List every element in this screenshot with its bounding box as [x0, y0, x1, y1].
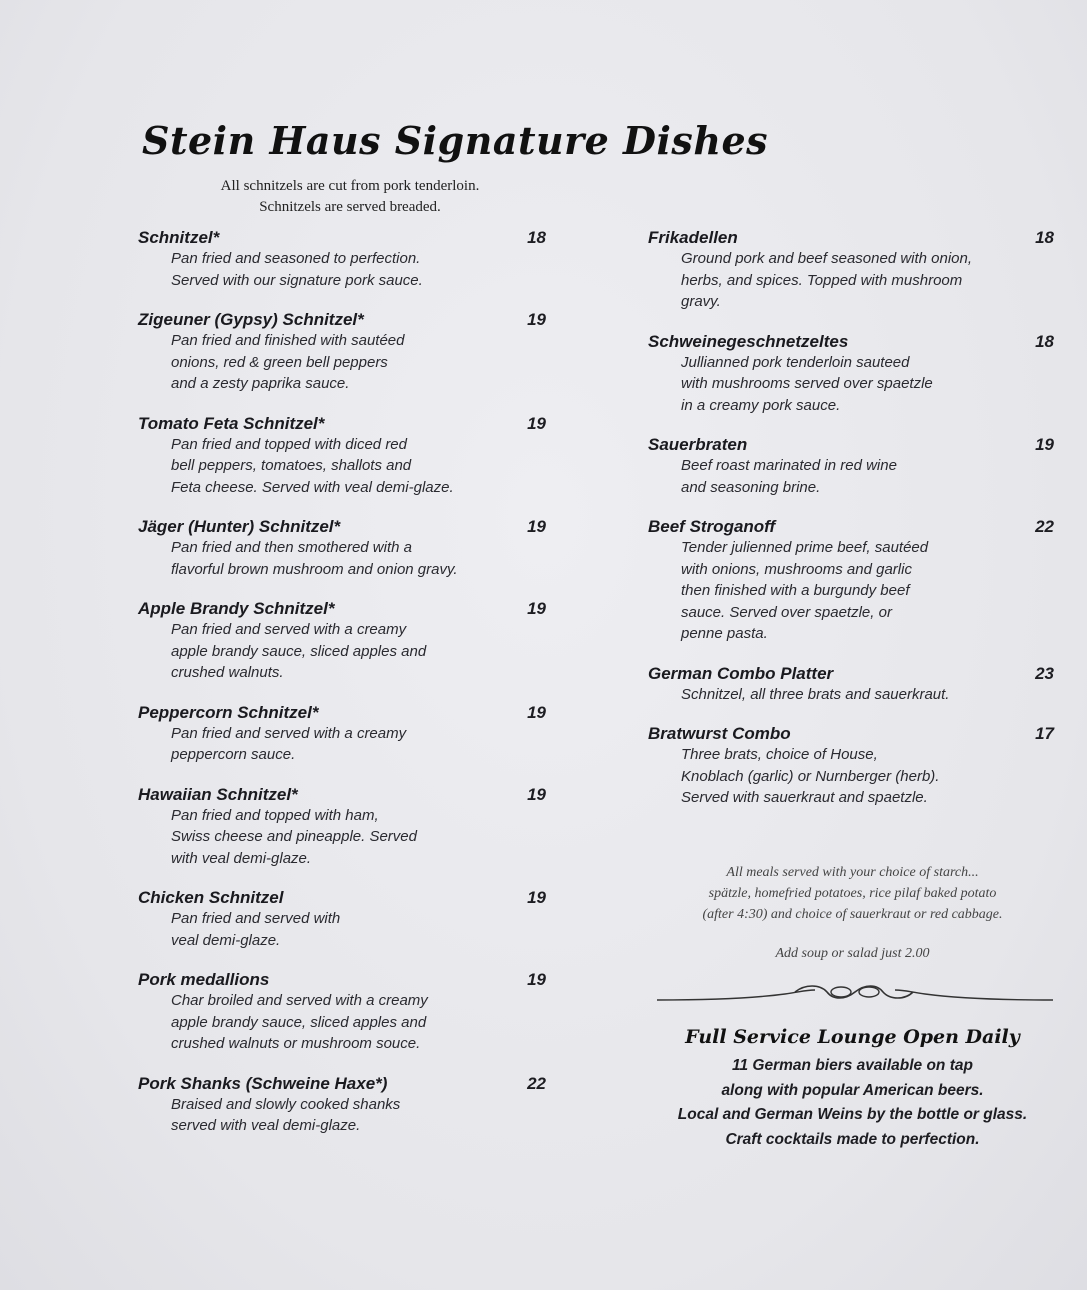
- menu-item-price: 19: [527, 413, 546, 433]
- menu-item-description: [681, 352, 1058, 417]
- description-line: sauce. Served over spaetzle, or: [681, 603, 892, 621]
- intro-line: All schnitzels are cut from pork tenderloin.: [220, 178, 480, 194]
- menu-item-header: [648, 228, 1058, 248]
- description-line: Pan fried and served with a creamy: [171, 621, 407, 638]
- menu-item-description: [171, 908, 550, 951]
- menu-item-header: [648, 664, 1058, 684]
- menu-item: [138, 1074, 550, 1137]
- intro-line: Schnitzels are served breaded.: [259, 199, 441, 215]
- menu-item-description: [171, 248, 550, 291]
- menu-item-description: [171, 1094, 550, 1137]
- lounge-line: Craft cocktails made to perfection.: [725, 1130, 980, 1148]
- description-line: Pan fried and topped with ham,: [171, 806, 379, 824]
- menu-item-description: [681, 537, 1058, 645]
- menu-item: [138, 970, 550, 1055]
- menu-item-description: [171, 805, 550, 870]
- menu-item-name: Bratwurst Combo: [648, 724, 791, 743]
- menu-item: [138, 785, 550, 870]
- description-line: apple brandy sauce, sliced apples and: [171, 642, 427, 660]
- footnote-line: (after 4:30) and choice of sauerkraut or red cabbage.: [702, 907, 1003, 922]
- description-line: herbs, and spices. Topped with mushroom: [681, 271, 963, 289]
- description-line: Char broiled and served with a creamy: [171, 992, 428, 1009]
- menu-item-description: [171, 723, 550, 766]
- menu-item-description: [171, 619, 550, 684]
- menu-item-name: German Combo Platter: [648, 663, 834, 683]
- menu-item-header: [648, 724, 1058, 744]
- menu-item: [648, 228, 1058, 313]
- menu-item: [648, 517, 1058, 645]
- menu-item-header: [138, 517, 550, 537]
- right-menu-column: [648, 228, 1058, 809]
- menu-item-price: 18: [527, 228, 546, 247]
- description-line: with mushrooms served over spaetzle: [681, 375, 933, 392]
- menu-item-description: [171, 990, 550, 1055]
- menu-item-price: 19: [527, 702, 546, 722]
- menu-item-header: [138, 703, 550, 723]
- description-line: Pan fried and served with: [171, 910, 341, 927]
- description-line: flavorful brown mushroom and onion gravy.: [171, 560, 458, 578]
- flourish-divider-icon: [655, 980, 1055, 1010]
- description-line: gravy.: [681, 293, 721, 310]
- menu-item-header: [138, 228, 550, 248]
- menu-item-name: Tomato Feta Schnitzel*: [138, 413, 325, 433]
- menu-item-description: [681, 744, 1058, 809]
- menu-item-price: 19: [527, 599, 546, 618]
- description-line: Pan fried and topped with diced red: [171, 435, 407, 453]
- menu-item-header: [138, 970, 550, 990]
- description-line: Knoblach (garlic) or Nurnberger (herb).: [681, 767, 940, 785]
- description-line: crushed walnuts.: [171, 664, 284, 681]
- lounge-line: along with popular American beers.: [721, 1081, 984, 1099]
- menu-item-name: Hawaiian Schnitzel*: [138, 784, 298, 804]
- menu-intro: [140, 176, 560, 218]
- menu-item: [138, 599, 550, 684]
- menu-item-name: Frikadellen: [648, 228, 738, 247]
- description-line: onions, red & green bell peppers: [171, 353, 388, 371]
- description-line: Served with our signature pork sauce.: [171, 271, 423, 289]
- menu-item-name: Pork Shanks (Schweine Haxe*): [138, 1073, 388, 1093]
- menu-item: [138, 517, 550, 580]
- description-line: peppercorn sauce.: [171, 746, 296, 763]
- lounge-title: Full Service Lounge Open Daily: [685, 1026, 1020, 1048]
- menu-item-name: Schweinegeschnetzeltes: [648, 331, 849, 351]
- menu-item: [138, 703, 550, 766]
- menu-item-price: 19: [527, 310, 546, 329]
- description-line: and a zesty paprika sauce.: [171, 375, 350, 392]
- description-line: with veal demi-glaze.: [171, 849, 312, 867]
- menu-item-price: 18: [1035, 331, 1054, 351]
- menu-item-header: [138, 310, 550, 330]
- lounge-details: [640, 1054, 1065, 1152]
- menu-item-header: [138, 414, 550, 434]
- description-line: then finished with a burgundy beef: [681, 582, 910, 599]
- menu-item: [648, 332, 1058, 417]
- description-line: Jullianned pork tenderloin sauteed: [681, 353, 910, 371]
- menu-item-header: [138, 599, 550, 619]
- menu-item-header: [648, 435, 1058, 455]
- menu-item-price: 23: [1035, 663, 1054, 683]
- footnote-line: spätzle, homefried potatoes, rice pilaf baked potato: [708, 886, 997, 901]
- description-line: penne pasta.: [681, 625, 768, 642]
- menu-item-name: Pork medallions: [138, 970, 270, 989]
- description-line: Ground pork and beef seasoned with onion,: [681, 250, 973, 267]
- menu-item-name: Peppercorn Schnitzel*: [138, 702, 319, 722]
- menu-item-name: Sauerbraten: [648, 435, 748, 454]
- description-line: Pan fried and finished with sautéed: [171, 332, 405, 349]
- menu-item-price: 19: [527, 888, 546, 907]
- description-line: Served with sauerkraut and spaetzle.: [681, 789, 928, 806]
- menu-item-description: [171, 434, 550, 499]
- description-line: Braised and slowly cooked shanks: [171, 1095, 401, 1113]
- description-line: bell peppers, tomatoes, shallots and: [171, 457, 412, 474]
- menu-item-description: [681, 684, 1058, 706]
- description-line: Swiss cheese and pineapple. Served: [171, 828, 417, 845]
- menu-item-header: [648, 517, 1058, 537]
- description-line: crushed walnuts or mushroom souce.: [171, 1035, 421, 1052]
- menu-item: [138, 888, 550, 951]
- menu-item-description: [171, 330, 550, 395]
- menu-item-name: Beef Stroganoff: [648, 517, 776, 536]
- menu-item-name: Zigeuner (Gypsy) Schnitzel*: [138, 310, 364, 329]
- description-line: Tender julienned prime beef, sautéed: [681, 539, 929, 556]
- footnote-line: All meals served with your choice of starch...: [726, 865, 979, 880]
- lounge-line: Local and German Weins by the bottle or glass.: [677, 1106, 1028, 1123]
- description-line: in a creamy pork sauce.: [681, 396, 841, 414]
- description-line: with onions, mushrooms and garlic: [681, 560, 912, 578]
- description-line: and seasoning brine.: [681, 478, 821, 496]
- menu-item: [648, 724, 1058, 809]
- menu-item: [648, 435, 1058, 498]
- menu-item-name: Jäger (Hunter) Schnitzel*: [138, 517, 341, 536]
- description-line: Pan fried and served with a creamy: [171, 724, 407, 742]
- description-line: Pan fried and seasoned to perfection.: [171, 250, 421, 267]
- menu-item-price: 19: [527, 784, 546, 804]
- menu-item: [138, 228, 550, 291]
- menu-item-header: [138, 1074, 550, 1094]
- menu-item-price: 22: [527, 1073, 546, 1093]
- menu-item-header: [138, 785, 550, 805]
- sides-footnote: [650, 862, 1055, 925]
- left-menu-column: [138, 228, 550, 1137]
- menu-item-price: 19: [1035, 435, 1054, 454]
- menu-item-name: Chicken Schnitzel: [138, 888, 284, 907]
- description-line: served with veal demi-glaze.: [171, 1117, 361, 1134]
- menu-item-price: 19: [527, 970, 546, 989]
- menu-item: [138, 310, 550, 395]
- add-soup-note: Add soup or salad just 2.00: [775, 946, 930, 961]
- menu-item: [648, 664, 1058, 706]
- menu-item: [138, 414, 550, 499]
- menu-item-name: Schnitzel*: [138, 228, 220, 247]
- menu-item-header: [138, 888, 550, 908]
- menu-item-price: 19: [527, 517, 546, 536]
- description-line: Three brats, choice of House,: [681, 746, 878, 763]
- menu-item-price: 18: [1035, 228, 1054, 247]
- description-line: Feta cheese. Served with veal demi-glaze.: [171, 478, 454, 496]
- description-line: Pan fried and then smothered with a: [171, 539, 412, 556]
- description-line: apple brandy sauce, sliced apples and: [171, 1013, 427, 1031]
- menu-item-name: Apple Brandy Schnitzel*: [138, 599, 335, 618]
- menu-item-description: [171, 537, 550, 580]
- description-line: Schnitzel, all three brats and sauerkraut.: [681, 685, 950, 703]
- menu-item-price: 17: [1035, 724, 1054, 743]
- menu-item-header: [648, 332, 1058, 352]
- menu-item-description: [681, 248, 1058, 313]
- lounge-line: 11 German biers available on tap: [732, 1057, 973, 1074]
- description-line: Beef roast marinated in red wine: [681, 457, 897, 474]
- menu-title: Stein Haus Signature Dishes: [142, 118, 769, 163]
- menu-item-description: [681, 455, 1058, 498]
- description-line: veal demi-glaze.: [171, 931, 281, 949]
- menu-item-price: 22: [1035, 517, 1054, 536]
